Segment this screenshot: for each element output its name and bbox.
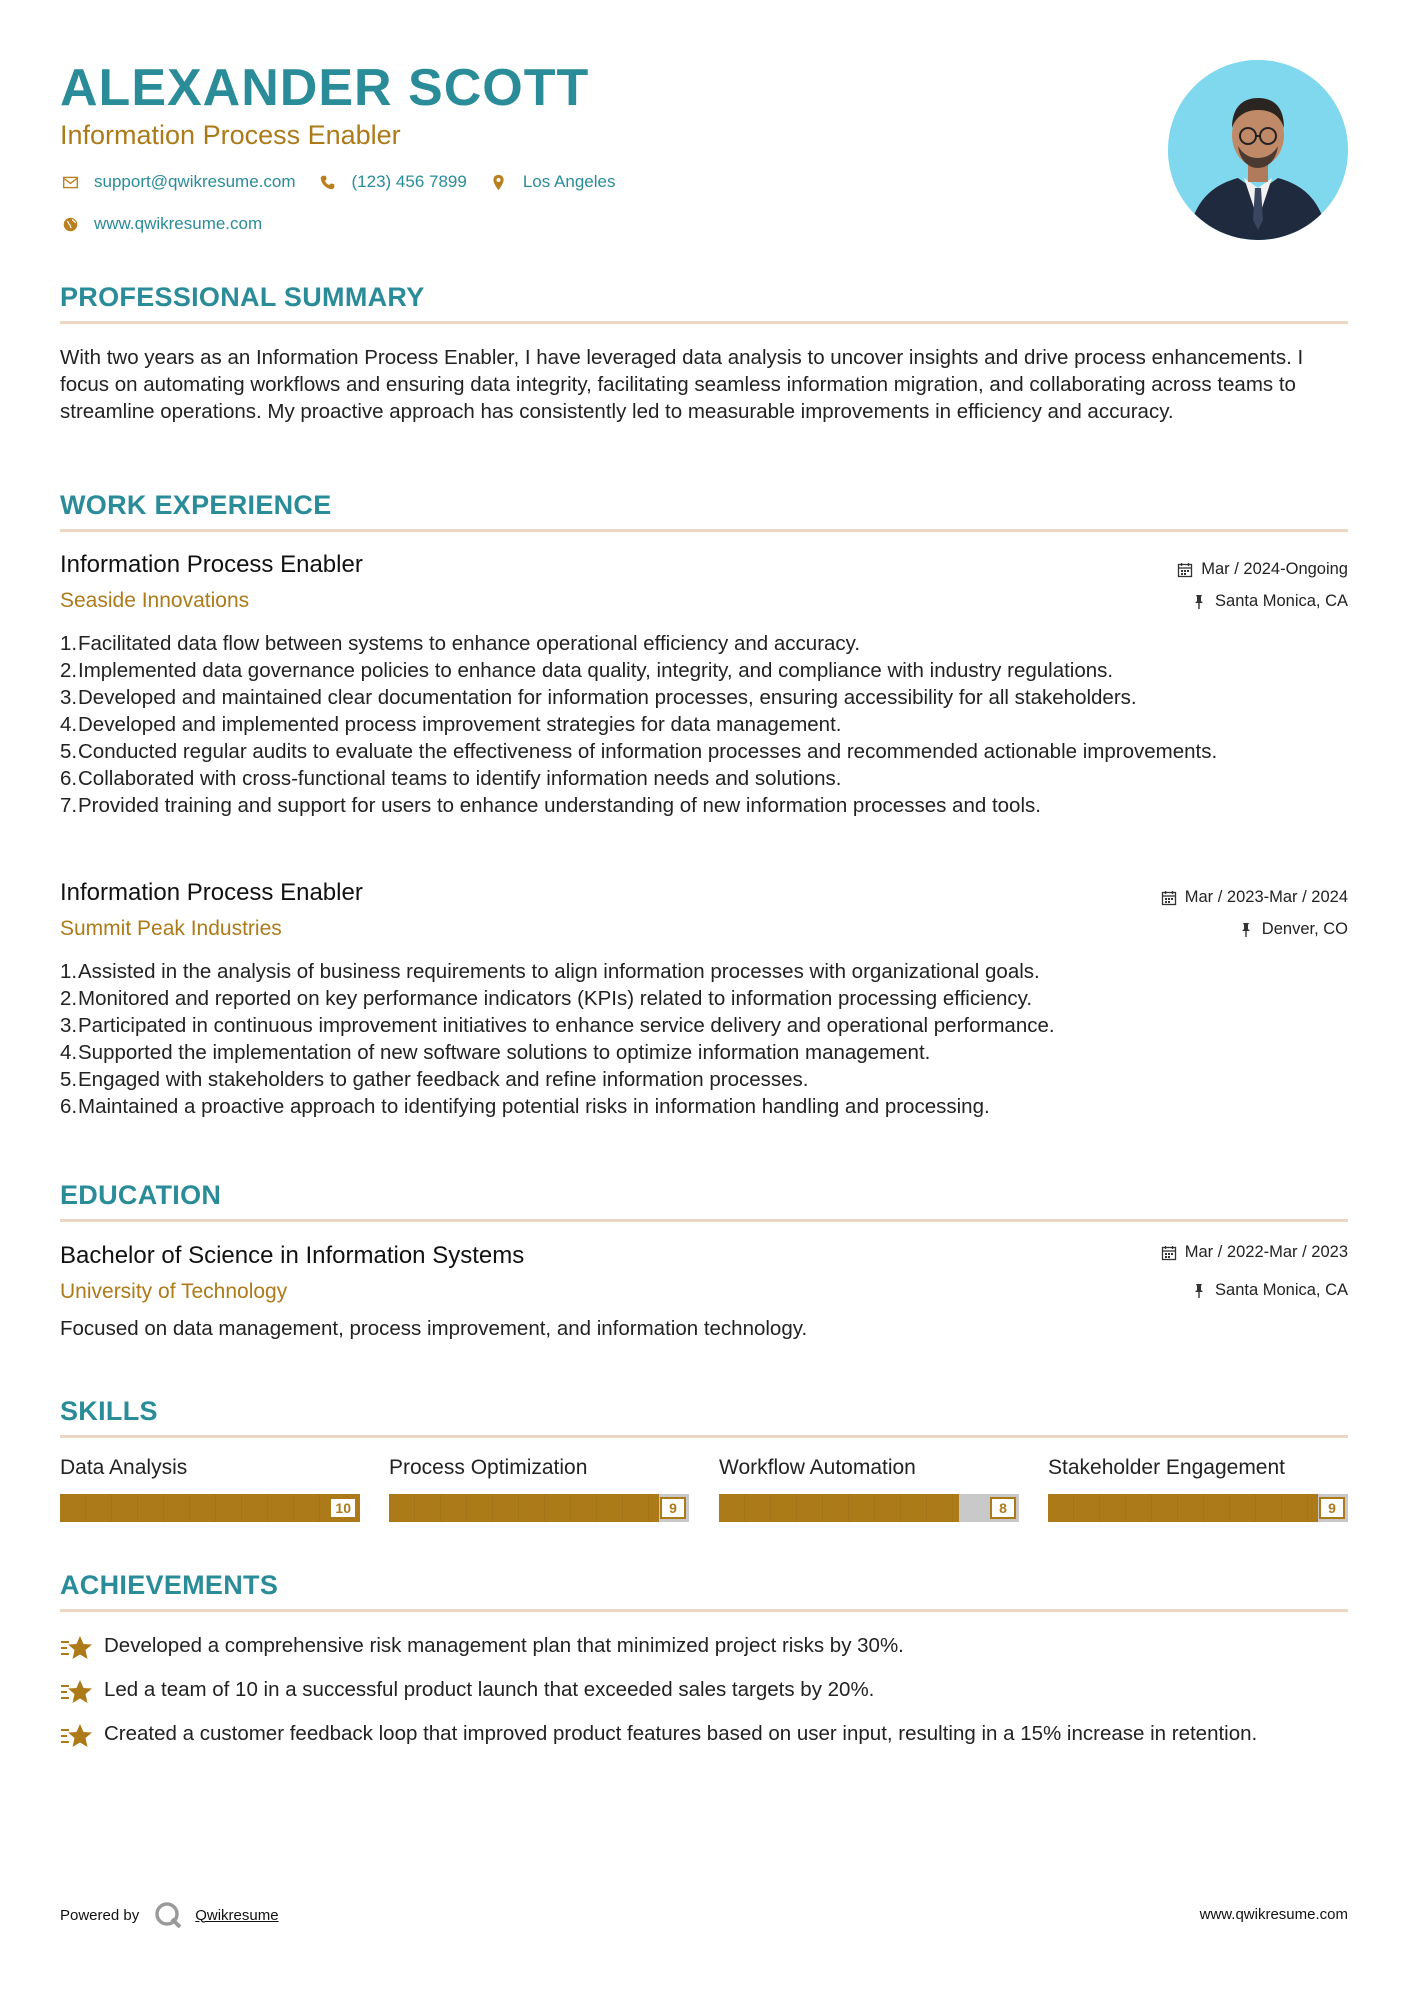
list-item: 4. Supported the implementation of new software solutions to optimize information management. bbox=[60, 1041, 931, 1064]
skill-bar bbox=[389, 1494, 689, 1522]
achievement-text: Developed a comprehensive risk management plan that minimized project risks by 30%. bbox=[104, 1634, 904, 1657]
job-dates bbox=[1161, 888, 1348, 907]
list-item: 6. Collaborated with cross-functional teams to identify information needs and solutions. bbox=[60, 767, 842, 790]
brand-link[interactable]: Qwikresume bbox=[195, 1906, 279, 1924]
section-title-summary: PROFESSIONAL SUMMARY bbox=[60, 282, 425, 312]
list-item: 1. Facilitated data flow between systems to enhance operational efficiency and accuracy. bbox=[60, 632, 861, 655]
section-divider bbox=[60, 1219, 1348, 1222]
company-name: Summit Peak Industries bbox=[60, 917, 282, 940]
job-dates-text: Mar / 2023-Mar / 2024 bbox=[1184, 888, 1348, 906]
skill-bar bbox=[60, 1494, 360, 1522]
job-title: Information Process Enabler bbox=[60, 879, 363, 906]
skill-item bbox=[719, 1456, 1019, 1522]
list-item: 4. Developed and implemented process improvement strategies for data management. bbox=[60, 713, 842, 736]
skill-level-badge: 10 bbox=[329, 1497, 357, 1519]
skill-name: Workflow Automation bbox=[719, 1456, 916, 1479]
skill-level-badge: 8 bbox=[990, 1497, 1016, 1519]
skill-bar bbox=[719, 1494, 1019, 1522]
list-item: 2. Implemented data governance policies to enhance data quality, integrity, and compliance with industry regulations. bbox=[60, 659, 1114, 682]
skill-level-badge: 9 bbox=[1319, 1497, 1345, 1519]
website-link[interactable]: www.qwikresume.com bbox=[94, 214, 263, 233]
job-dates bbox=[1177, 560, 1348, 579]
qwikresume-logo-icon bbox=[153, 1900, 183, 1930]
skill-item bbox=[389, 1456, 689, 1522]
phone-number[interactable]: (123) 456 7899 bbox=[351, 172, 467, 191]
skill-name: Stakeholder Engagement bbox=[1048, 1456, 1285, 1479]
job-title: Information Process Enabler bbox=[60, 551, 363, 578]
calendar-icon bbox=[1161, 890, 1177, 906]
list-item: 3. Participated in continuous improvement initiatives to enhance service delivery and operational performance. bbox=[60, 1014, 1055, 1037]
star-icon bbox=[60, 1632, 104, 1669]
edu-dates bbox=[1161, 1243, 1348, 1262]
section-title-experience: WORK EXPERIENCE bbox=[60, 490, 332, 520]
location-text: Los Angeles bbox=[522, 172, 616, 191]
phone-icon bbox=[318, 172, 338, 192]
profile-photo bbox=[1168, 60, 1348, 240]
pushpin-icon bbox=[1191, 594, 1207, 610]
skill-name: Data Analysis bbox=[60, 1456, 188, 1479]
calendar-icon bbox=[1161, 1245, 1177, 1261]
list-item: 5. Conducted regular audits to evaluate the effectiveness of information processes and recommended actionable improvements. bbox=[60, 740, 1218, 763]
job-dates-text: Mar / 2024-Ongoing bbox=[1201, 560, 1348, 578]
footer-website[interactable]: www.qwikresume.com bbox=[1199, 1906, 1348, 1923]
email-link[interactable]: support@qwikresume.com bbox=[94, 172, 296, 191]
contact-row bbox=[60, 172, 637, 192]
school-name: University of Technology bbox=[60, 1280, 288, 1303]
skill-bar-fill bbox=[719, 1494, 959, 1522]
candidate-role: Information Process Enabler bbox=[60, 120, 401, 150]
achievement-text: Created a customer feedback loop that improved product features based on user input, resulting in a 15% increase in retention. bbox=[104, 1722, 1258, 1745]
skill-item bbox=[1048, 1456, 1348, 1522]
star-icon bbox=[60, 1676, 104, 1713]
list-item: 6. Maintained a proactive approach to identifying potential risks in information handling and processing. bbox=[60, 1095, 990, 1118]
edu-location-text: Santa Monica, CA bbox=[1215, 1281, 1348, 1299]
company-name: Seaside Innovations bbox=[60, 589, 250, 612]
job-bullets bbox=[60, 630, 1350, 819]
job-location bbox=[1191, 592, 1348, 611]
list-item: 2. Monitored and reported on key performance indicators (KPIs) related to information processing efficiency. bbox=[60, 987, 1033, 1010]
map-pin-icon bbox=[489, 172, 509, 192]
list-item: 5. Engaged with stakeholders to gather feedback and refine information processes. bbox=[60, 1068, 809, 1091]
edu-description: Focused on data management, process improvement, and information technology. bbox=[60, 1317, 808, 1340]
candidate-name: ALEXANDER SCOTT bbox=[60, 59, 590, 117]
section-title-skills: SKILLS bbox=[60, 1396, 158, 1426]
skill-bar-fill bbox=[60, 1494, 360, 1522]
footer-powered-by bbox=[60, 1900, 279, 1930]
job-location bbox=[1238, 920, 1348, 939]
star-icon bbox=[60, 1720, 104, 1757]
section-divider bbox=[60, 1435, 1348, 1438]
globe-icon bbox=[60, 214, 80, 234]
job-location-text: Denver, CO bbox=[1261, 920, 1348, 938]
achievement-text: Led a team of 10 in a successful product launch that exceeded sales targets by 20%. bbox=[104, 1678, 875, 1701]
section-divider bbox=[60, 529, 1348, 532]
achievement-item bbox=[60, 1632, 1350, 1669]
degree-title: Bachelor of Science in Information Systems bbox=[60, 1242, 525, 1269]
list-item: 1. Assisted in the analysis of business requirements to align information processes with organizational goals. bbox=[60, 960, 1040, 983]
edu-location bbox=[1191, 1281, 1348, 1300]
skill-bar-fill bbox=[1048, 1494, 1318, 1522]
section-title-education: EDUCATION bbox=[60, 1180, 222, 1210]
skill-level-badge: 9 bbox=[660, 1497, 686, 1519]
job-location-text: Santa Monica, CA bbox=[1215, 592, 1348, 610]
website-row bbox=[60, 214, 284, 234]
pushpin-icon bbox=[1238, 922, 1254, 938]
edu-dates-text: Mar / 2022-Mar / 2023 bbox=[1184, 1243, 1348, 1261]
calendar-icon bbox=[1177, 562, 1193, 578]
job-bullets bbox=[60, 958, 1350, 1120]
section-divider bbox=[60, 1609, 1348, 1612]
skill-name: Process Optimization bbox=[389, 1456, 588, 1479]
envelope-icon bbox=[60, 172, 80, 192]
list-item: 7. Provided training and support for users to enhance understanding of new information processes and tools. bbox=[60, 794, 1041, 817]
list-item: 3. Developed and maintained clear documentation for information processes, ensuring accessibility for all stakeholders. bbox=[60, 686, 1137, 709]
summary-text: With two years as an Information Process Enabler, I have leveraged data analysis to uncover insights and drive process enhancements. I focus on automating workflows and ensuring data integrity, facilitating seamless information migration, and collaborating across teams to streamline operations. My proactive approach has consistently led to measurable improvements in efficiency and accuracy. bbox=[60, 346, 1304, 423]
section-title-achievements: ACHIEVEMENTS bbox=[60, 1570, 279, 1600]
achievement-item bbox=[60, 1720, 1350, 1757]
skill-bar-fill bbox=[389, 1494, 659, 1522]
pushpin-icon bbox=[1191, 1283, 1207, 1299]
section-divider bbox=[60, 321, 1348, 324]
skill-item bbox=[60, 1456, 360, 1522]
achievement-item bbox=[60, 1676, 1350, 1713]
skill-bar bbox=[1048, 1494, 1348, 1522]
powered-by-label: Powered by bbox=[60, 1906, 140, 1924]
